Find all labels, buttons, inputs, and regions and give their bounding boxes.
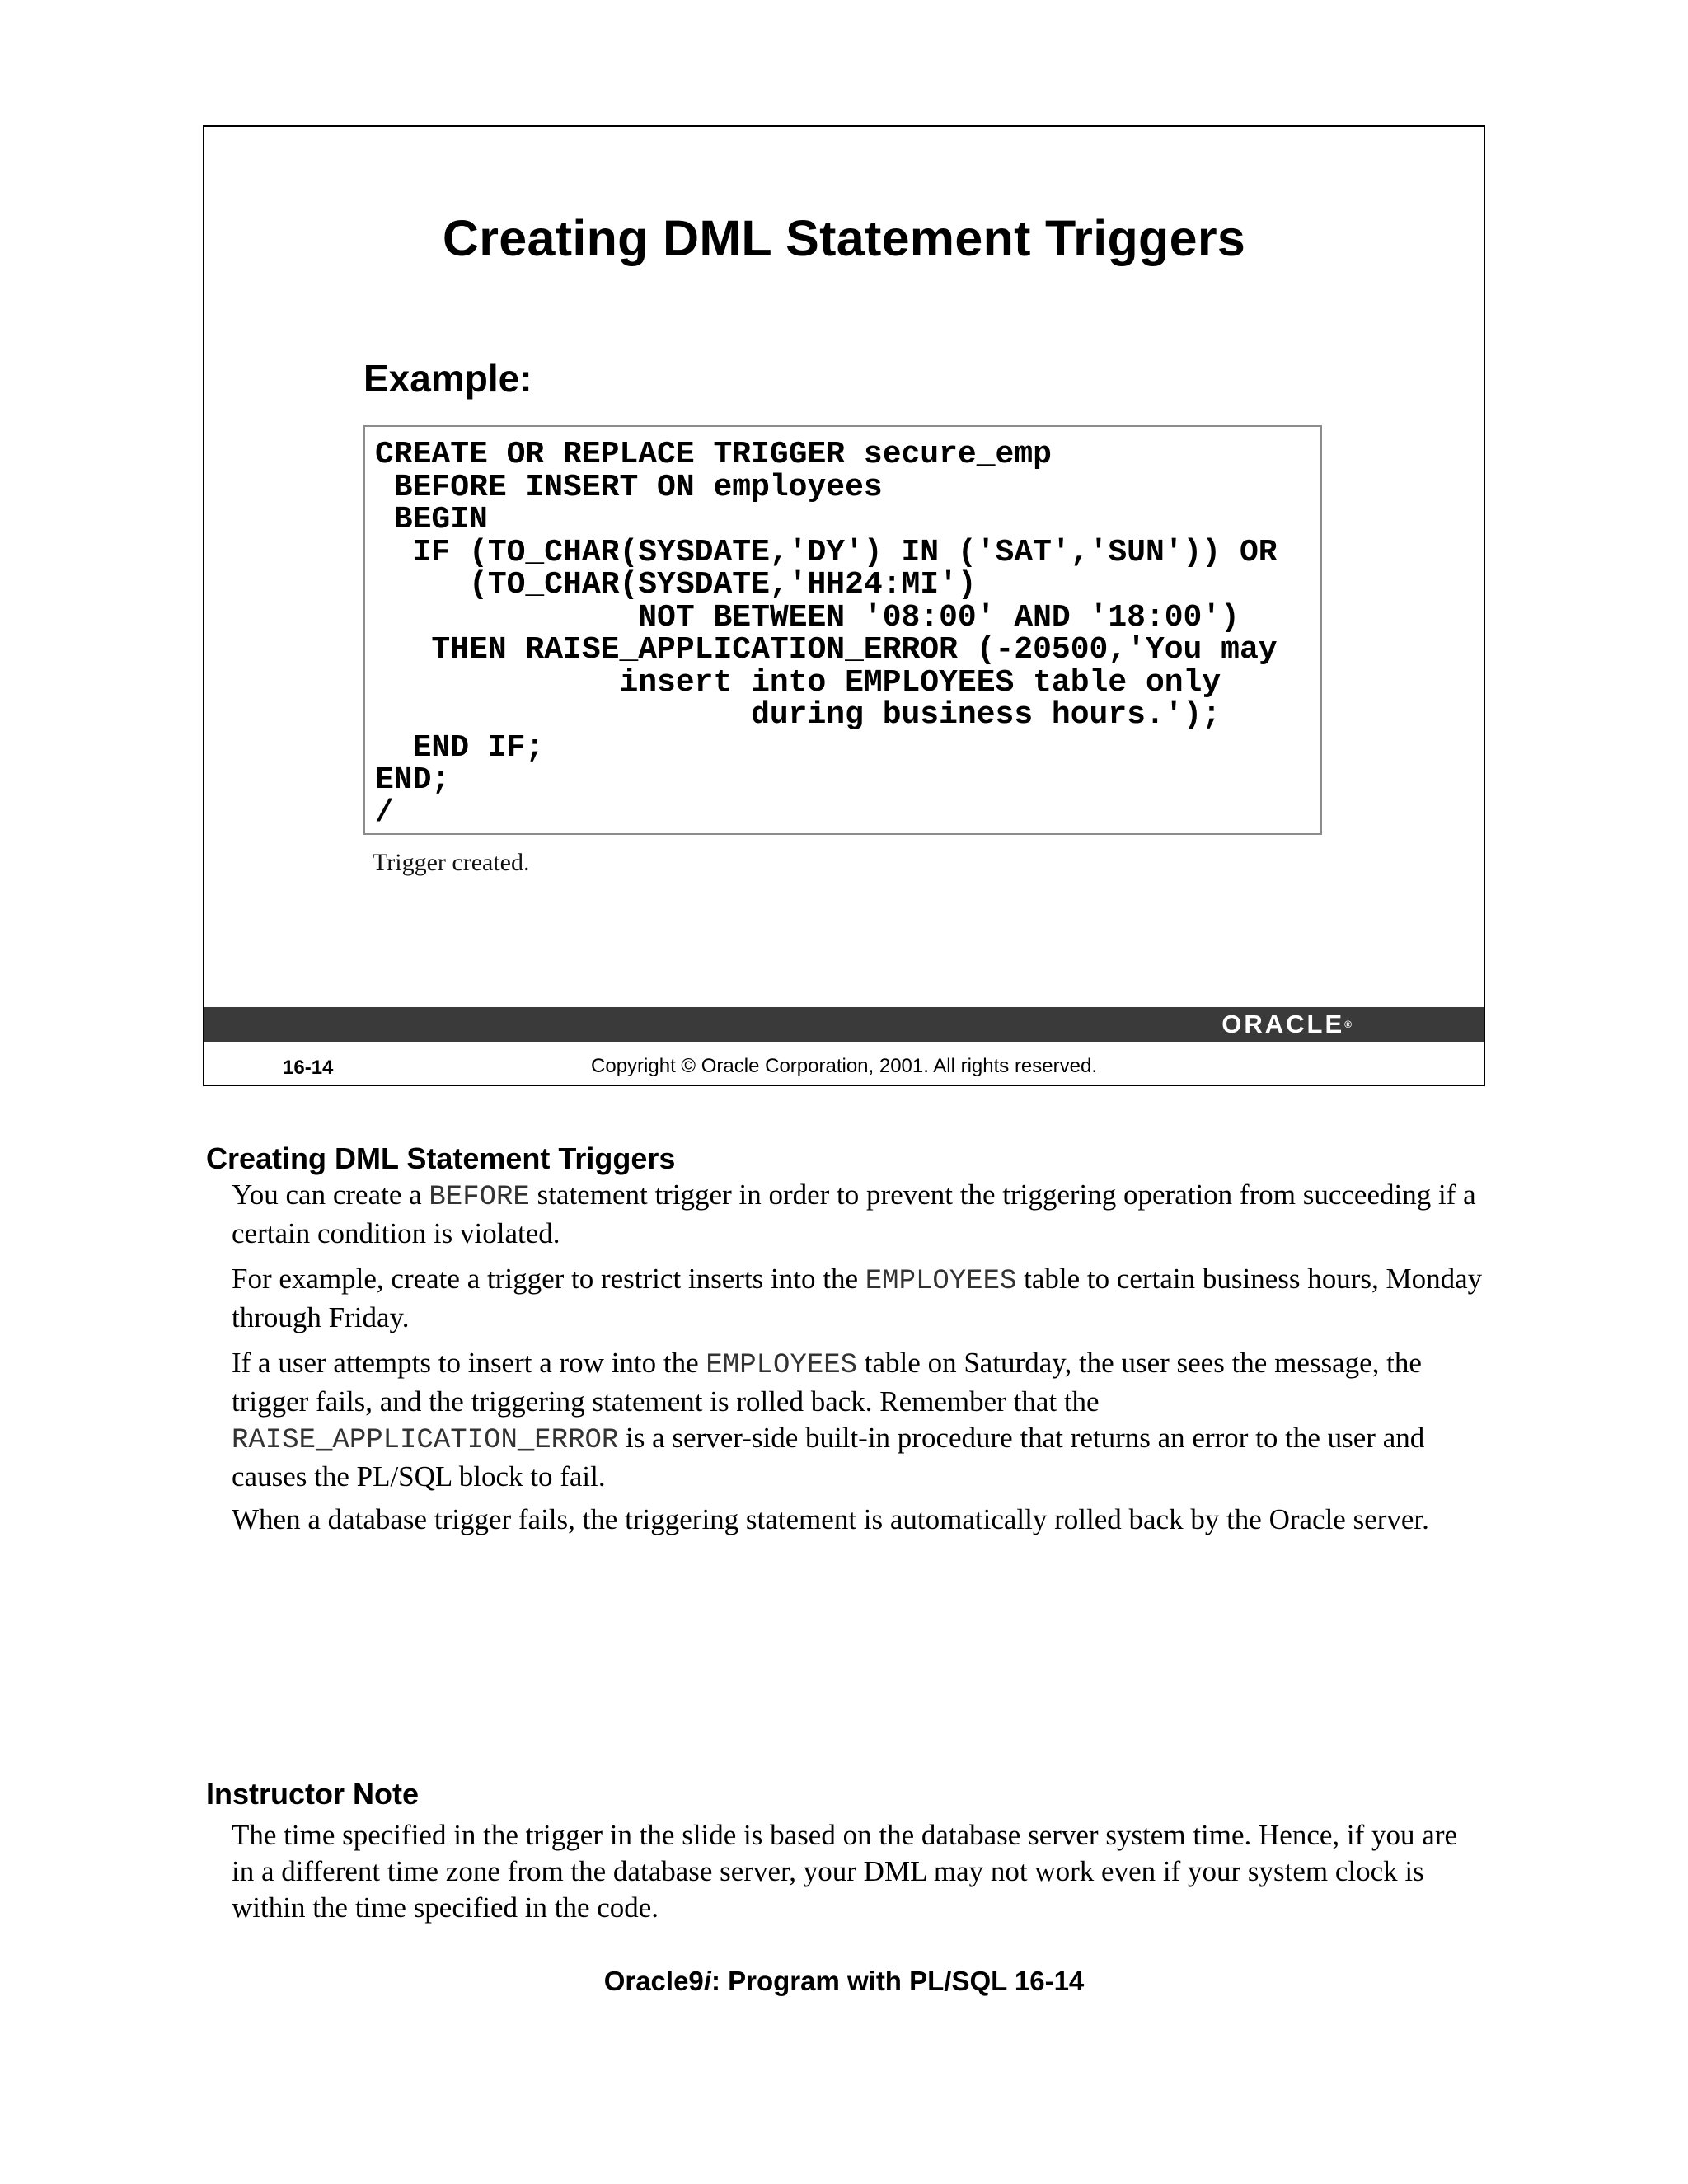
code-line: during business hours.'); [375,697,1221,733]
code-line: CREATE OR REPLACE TRIGGER secure_emp [375,437,1052,472]
text-run: If a user attempts to insert a row into the [232,1347,706,1379]
code-term: RAISE_APPLICATION_ERROR [232,1425,619,1456]
code-line: THEN RAISE_APPLICATION_ERROR (-20500,'You may [375,632,1278,668]
text-run: statement trigger in order to prevent the triggering operation from succeeding if a certain condition is violated. [232,1179,1476,1249]
footer-text: Oracle9 [603,1966,704,1996]
oracle-logo [1221,1010,1352,1038]
slide-footer-bar [204,1007,1484,1042]
slide-frame [203,125,1485,1086]
code-term: EMPLOYEES [865,1266,1017,1297]
oracle-logo-text: ORACLE [1221,1010,1345,1038]
code-term: EMPLOYEES [706,1350,858,1381]
instructor-note-text: The time specified in the trigger in the slide is based on the database server system time. Hence, if you are in a different time zone from the database server, your DML may not work even if your system clock is within the time specified in the code. [232,1819,1458,1924]
text-run: For example, create a trigger to restrict inserts into the [232,1263,865,1295]
code-line: / [375,794,394,831]
text-run: is a server-side built-in procedure that returns an error to the user and causes the PL/SQL block to fail. [232,1422,1425,1493]
text-run: table to certain business hours, Monday through Friday. [232,1263,1483,1333]
code-line: END; [375,762,451,798]
code-line: BEFORE INSERT ON employees [375,469,883,505]
text-run: You can create a [232,1179,429,1211]
footer-text: : Program with PL/SQL 16-14 [710,1966,1085,1996]
notes-paragraph-2 [232,1261,1484,1336]
notes-paragraph-4: When a database trigger fails, the triggering statement is automatically rolled back by the Oracle server. [232,1503,1429,1535]
footer-italic: i [703,1966,711,1996]
code-term: BEFORE [429,1182,530,1213]
trigger-output: Trigger created. [373,849,530,876]
notes-paragraph-3 [232,1345,1484,1495]
code-block [363,425,1322,835]
code-line: insert into EMPLOYEES table only [375,664,1221,701]
code-line: (TO_CHAR(SYSDATE,'HH24:MI') [375,567,977,602]
notes-paragraph-1 [232,1177,1484,1252]
text-run: table on Saturday, the user sees the message, the trigger fails, and the triggering statement is rolled back. Remember that the [232,1347,1422,1418]
page-footer [0,1966,1688,1997]
code-line: BEGIN [375,502,488,537]
code-line: END IF; [375,729,545,766]
code-line: IF (TO_CHAR(SYSDATE,'DY') IN ('SAT','SUN')) OR [375,534,1278,570]
slide-number: 16-14 [283,1057,334,1079]
code-line: NOT BETWEEN '08:00' AND '18:00') [375,599,1240,635]
registered-mark: ® [1344,1019,1352,1030]
copyright: Copyright © Oracle Corporation, 2001. All rights reserved. [591,1055,1097,1077]
instructor-note-heading: Instructor Note [206,1777,420,1811]
notes-heading: Creating DML Statement Triggers [206,1141,676,1175]
example-label: Example: [363,357,532,400]
slide-title: Creating DML Statement Triggers [442,210,1246,266]
